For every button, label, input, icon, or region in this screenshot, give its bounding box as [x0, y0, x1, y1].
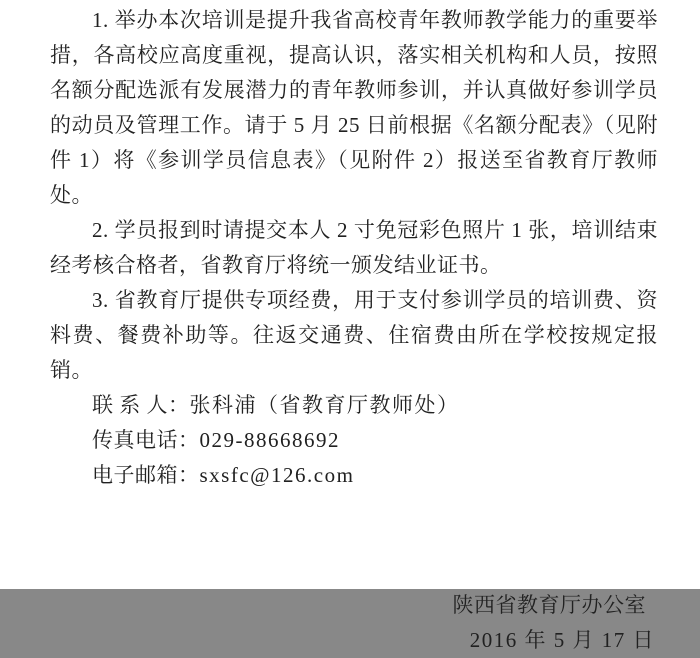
contact-person-value: 张科浦（省教育厅教师处） [189, 393, 460, 417]
fax-line [50, 423, 658, 458]
contact-person-label: 联 系 人： [92, 393, 190, 417]
blank-space [50, 493, 658, 588]
fax-label: 传真电话： [92, 428, 200, 452]
signature-organization: 陕西省教育厅办公室 [452, 593, 646, 617]
paragraph-2: 2. 学员报到时请提交本人 2 寸免冠彩色照片 1 张，培训结束经考核合格者，省教育厅将统一颁发结业证书。 [50, 218, 658, 277]
signature-date: 2016 年 5 月 17 日 [469, 628, 655, 652]
email-label: 电子邮箱： [92, 463, 200, 487]
signature-block [50, 588, 658, 658]
email-address: sxsfc@126.com [199, 463, 355, 487]
paragraph-3: 3. 省教育厅提供专项经费，用于支付参训学员的培训费、资料费、餐费补助等。往返交通费、住宿费由所在学校按规定报销。 [50, 288, 658, 382]
fax-number: 029-88668692 [199, 428, 340, 452]
paragraph-1: 1. 举办本次培训是提升我省高校青年教师教学能力的重要举措，各高校应高度重视，提高认识，落实相关机构和人员，按照名额分配选派有发展潜力的青年教师参训，并认真做好参训学员的动员及管理工作。请于 5 月 25 日前根据《名额分配表》（见附件 1）将《参训学员信息表》（见附件 2）报送至省教育厅教师处。 [50, 8, 658, 207]
email-line [50, 458, 658, 493]
contact-person-line [50, 388, 658, 423]
